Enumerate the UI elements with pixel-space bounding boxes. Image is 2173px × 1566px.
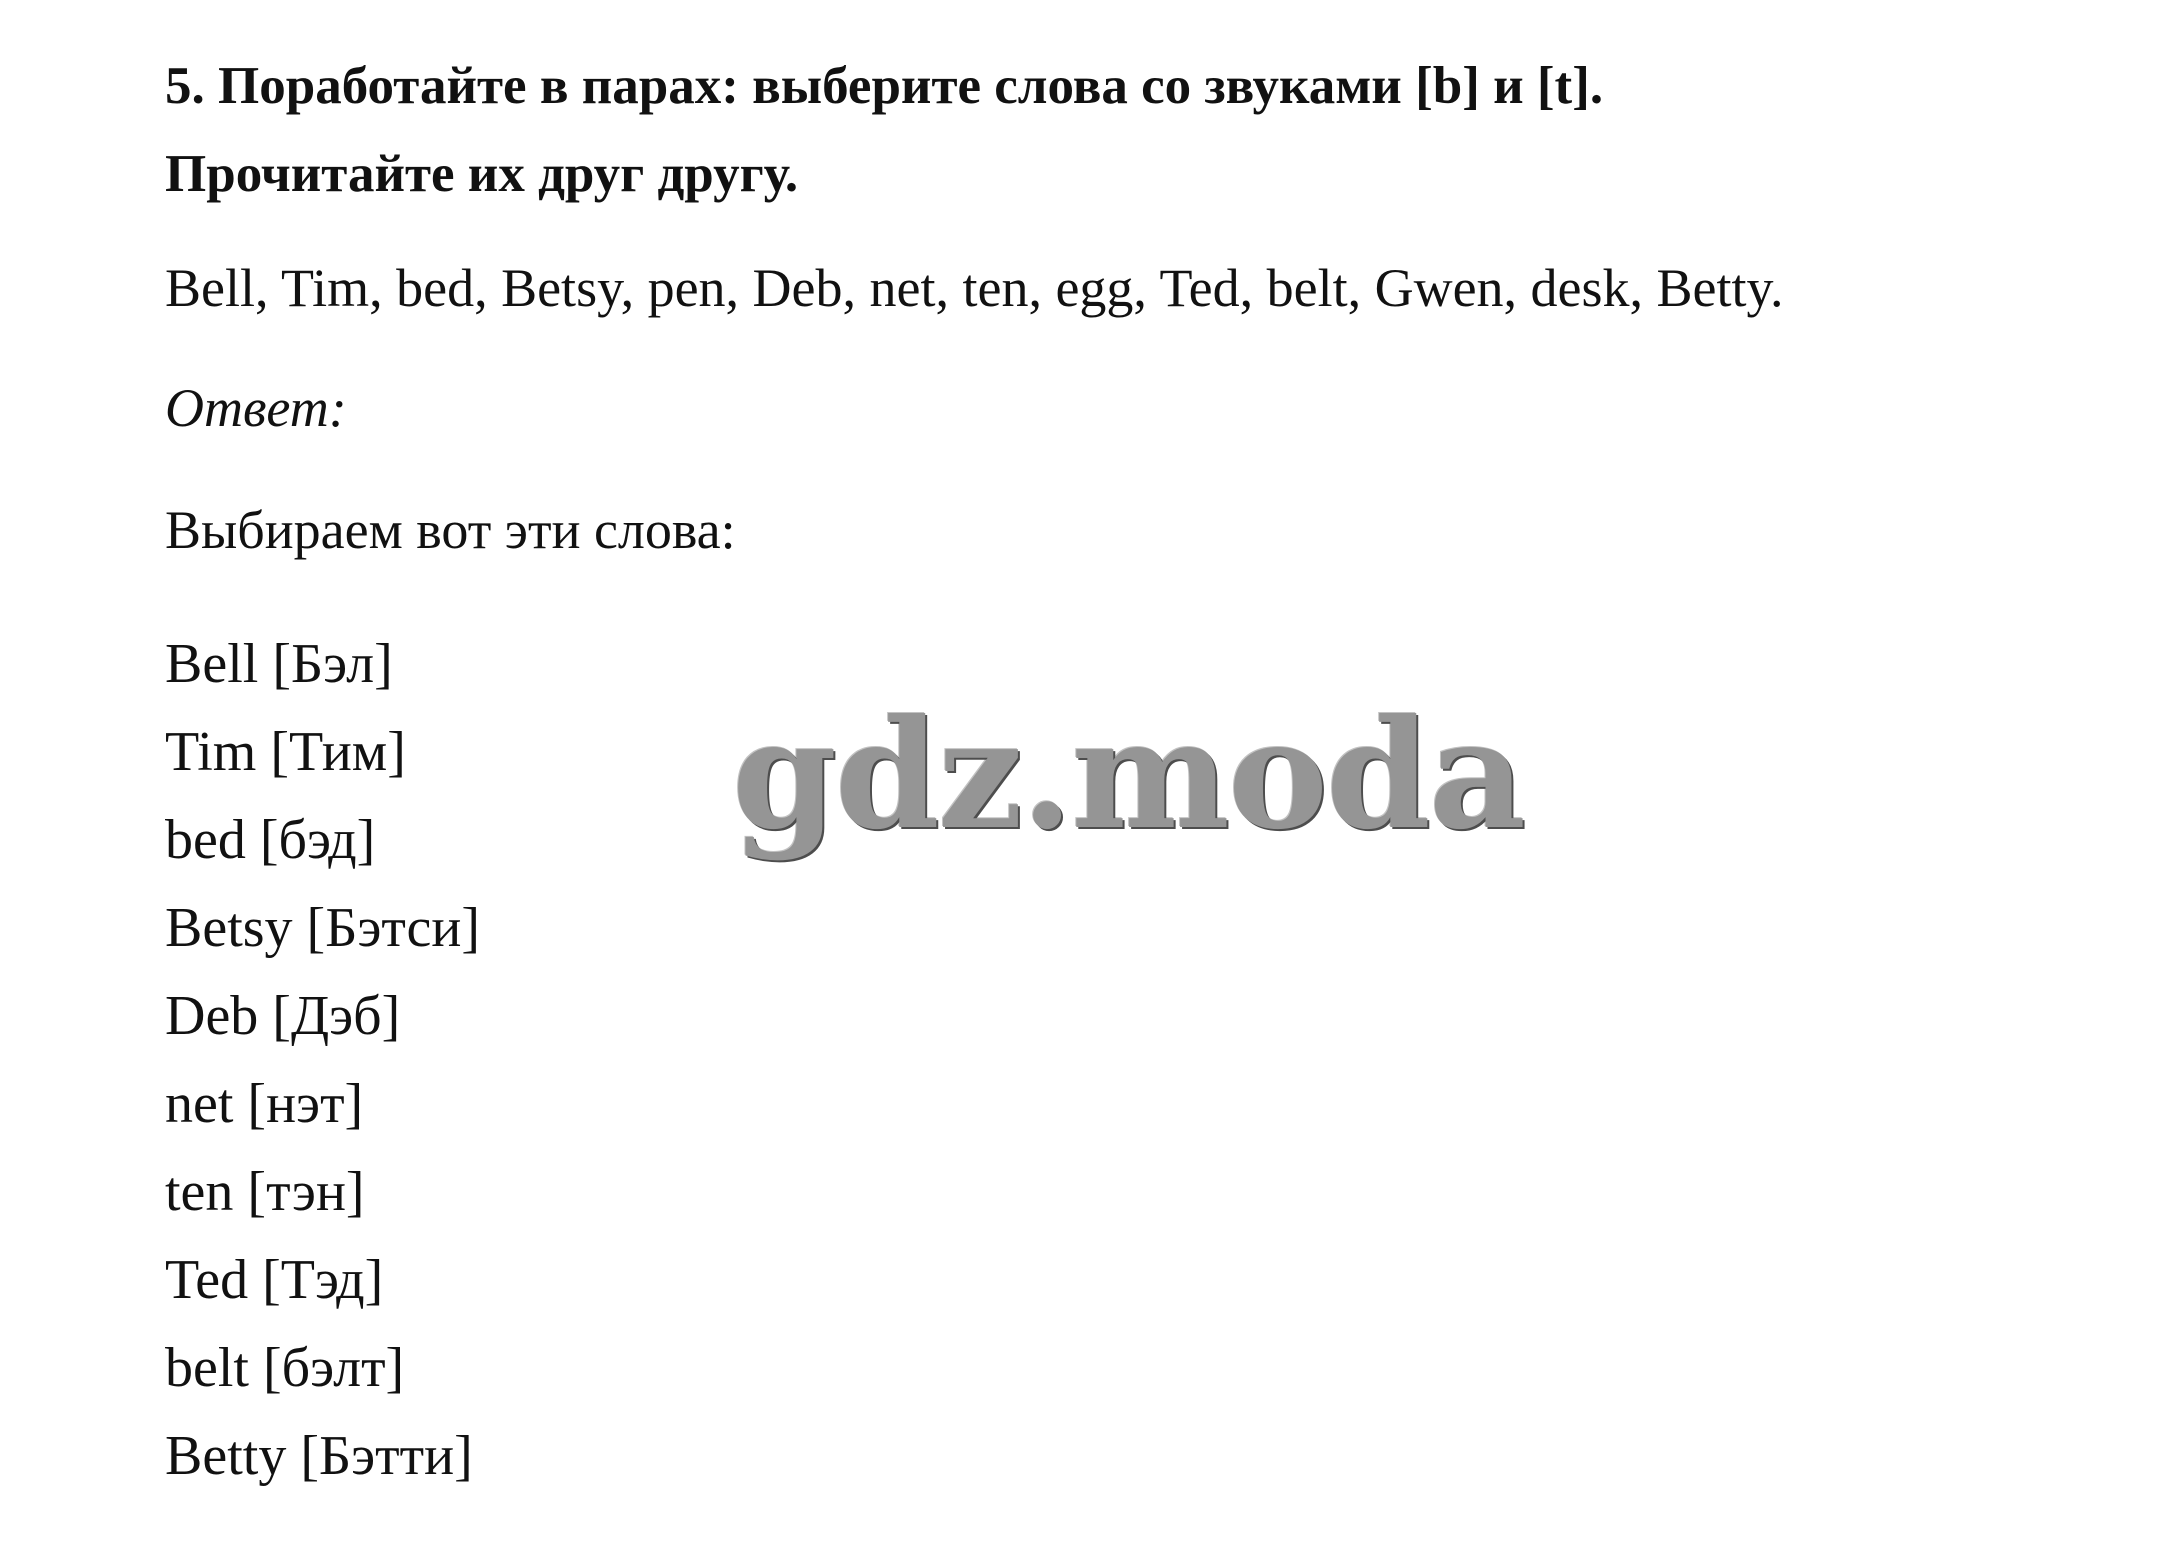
word-list: Bell, Tim, bed, Betsy, pen, Deb, net, ten, egg, Ted, belt, Gwen, desk, Betty.	[165, 258, 1784, 318]
answer-list	[165, 620, 480, 1500]
answer-item: ten [тэн]	[165, 1161, 365, 1223]
answer-item: Betsy [Бэтси]	[165, 897, 481, 959]
task-heading-line-2: Прочитайте их друг другу.	[165, 145, 799, 203]
answer-item: Tim [Тим]	[165, 721, 406, 783]
answer-item: net [нэт]	[165, 1073, 364, 1135]
answer-item: Deb [Дэб]	[165, 985, 401, 1047]
answer-item: Ted [Тэд]	[165, 1249, 384, 1311]
answer-item: bed [бэд]	[165, 809, 376, 871]
answer-item: Betty [Бэтти]	[165, 1425, 473, 1487]
answer-intro: Выбираем вот эти слова:	[165, 500, 736, 560]
answer-item: Bell [Бэл]	[165, 633, 393, 695]
answer-item: belt [бэлт]	[165, 1337, 405, 1399]
task-heading-line-1: 5. Поработайте в парах: выберите слова со звуками [b] и [t].	[165, 57, 1604, 115]
watermark-logo: gdz.moda	[732, 687, 1525, 863]
answer-label: Ответ:	[165, 378, 347, 438]
